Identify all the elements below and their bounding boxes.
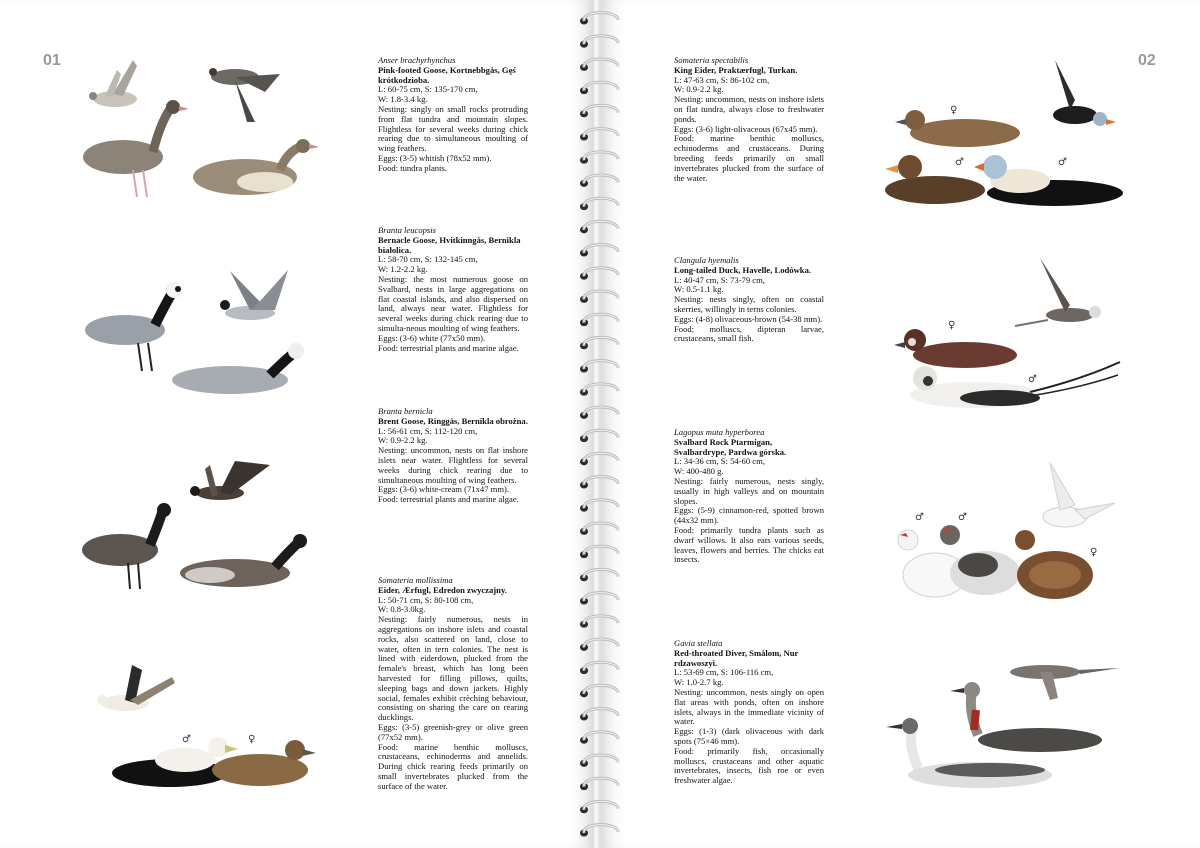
male-symbol: ♂ <box>958 512 967 523</box>
food: Food: primarily fish, occasionally molluscs, crustaceans and other aquatic invertebrates, insects, fish roe or even freshwater algae. <box>674 745 824 786</box>
latin-name: Clangula hyemalis <box>674 255 739 265</box>
king-eider-illustration <box>880 55 1130 215</box>
ptarmigan-female-figure <box>1015 530 1093 599</box>
latin-name: Anser brachyrhynchus <box>378 55 456 65</box>
king-eider-female-figure <box>895 110 1020 147</box>
food: Food: primarily tundra plants such as dwarf willows. It also eats various seeds, leaves, flowers and berries. The chicks eat insects. <box>674 524 824 565</box>
weight: W: 1.0-2.7 kg. <box>674 677 724 688</box>
eggs: Eggs: (5-9) cinnamon-red, spotted brown (44x32 mm). <box>674 505 824 526</box>
common-name: Pink-footed Goose, Kortnebbgås, Gęś krótkodzioba. <box>378 64 516 85</box>
common-name: Red-throated Diver, Smålom, Nur rdzawoszyi. <box>674 647 799 668</box>
length-span: L: 47-63 cm, S: 86-102 cm, <box>674 74 770 85</box>
common-name: King Eider, Praktærfugl, Turkan. <box>674 64 798 75</box>
long-tailed-duck-male-figure <box>910 362 1120 408</box>
length-span: L: 60-75 cm, S: 135-170 cm, <box>378 84 478 95</box>
brent-goose-illustration <box>80 455 325 595</box>
species-entry-brent-goose <box>378 407 528 505</box>
food: Food: molluscs, dipteran larvae, crustaceans, small fish. <box>674 323 824 344</box>
length-span: L: 40-47 cm, S: 73-79 cm, <box>674 274 765 285</box>
length-span: L: 34-36 cm, S: 54-60 cm, <box>674 456 765 467</box>
latin-name: Branta bernicla <box>378 406 433 416</box>
latin-name: Gavia stellata <box>674 638 723 648</box>
common-name: Brent Goose, Ringgås, Bernikla obrożna. <box>378 415 528 426</box>
male-symbol: ♂ <box>915 512 924 523</box>
female-symbol: ♀ <box>1090 547 1098 558</box>
eggs: Eggs: (3-6) light-olivaceous (67x45 mm). <box>674 123 818 134</box>
food: Food: marine benthic molluscs, crustaceans, echinoderms and annelids. During chick rearing feeds primarily on small invertebrates plucked from the surface of the water. <box>378 741 528 791</box>
red-throated-diver-illustration <box>880 650 1130 795</box>
rock-ptarmigan-illustration <box>880 455 1130 620</box>
flying-long-tailed-duck-figure <box>1015 258 1101 326</box>
flying-eider-figure <box>97 665 175 711</box>
flying-diver-figure <box>1010 665 1120 700</box>
female-symbol: ♀ <box>948 320 956 331</box>
barnacle-goose-illustration <box>80 265 325 400</box>
sitting-brent-goose-figure <box>180 534 307 587</box>
weight: W: 400-480 g. <box>674 466 724 477</box>
standing-goose-figure <box>83 100 189 197</box>
nesting: Nesting: nests singly, often on coastal skerries, willingly in terns colonies. <box>674 294 824 314</box>
common-name: Eider, Ærfugl, Edredon zwyczajny. <box>378 584 507 595</box>
long-tailed-duck-illustration <box>880 250 1130 420</box>
eggs: Eggs: (3-5) greenish-grey or olive green (77x52 mm). <box>378 721 528 742</box>
long-tailed-duck-female-figure <box>894 329 1017 368</box>
weight: W: 1.8-3.4 kg. <box>378 94 428 105</box>
male-symbol: ♂ <box>1028 374 1037 385</box>
food: Food: terrestrial plants and marine algae. <box>378 494 519 505</box>
species-entry-svalbard-rock-ptarmigan <box>674 428 824 565</box>
food: Food: marine benthic molluscs, echinoderms and crustaceans. During breeding feeds primarily on small invertebrates plucked from the surface of the water. <box>674 133 824 183</box>
common-eider-illustration <box>90 655 325 795</box>
flying-dark-goose-figure <box>209 68 280 122</box>
species-entry-eider <box>378 576 528 792</box>
common-name: Bernacle Goose, Hvitkinngås, Bernikla białolica. <box>378 234 521 255</box>
length-span: L: 53-69 cm, S: 106-116 cm, <box>674 667 774 678</box>
flying-brent-goose-figure <box>190 461 270 500</box>
species-entry-long-tailed-duck <box>674 256 824 344</box>
length-span: L: 58-70 cm, S: 132-145 cm, <box>378 254 478 265</box>
king-eider-female-swimming-figure <box>885 155 985 204</box>
latin-name: Somateria spectabilis <box>674 55 749 65</box>
sitting-goose-figure <box>193 139 319 195</box>
weight: W: 1.2-2.2 kg. <box>378 264 428 275</box>
eggs: Eggs: (3-6) white-cream (71x47 mm). <box>378 484 510 495</box>
weight: W: 0.5-1.1 kg. <box>674 284 724 295</box>
eggs: Eggs: (3-5) whitish (78x52 mm). <box>378 152 492 163</box>
nesting: Nesting: uncommon, nests singly on open flat areas with ponds, often on inshore islets, always in the immediate vicinity of water. <box>674 686 824 727</box>
female-symbol: ♀ <box>950 105 958 116</box>
nesting: Nesting: singly on small rocks protruding from flat tundra and mountain slopes. Flightless for several weeks during chick rearing due to simultaneous moulting of wing feathers. <box>378 103 528 154</box>
nesting: Nesting: the most numerous goose on Svalbard, nests in large aggregations on flat coastal islands, and also dispersed on land, always near water. Flightless for several weeks during chick rearing due to simulta-neous moulting of wing feathers. <box>378 273 528 333</box>
spiral-binding <box>560 0 640 848</box>
latin-name: Lagopus muta hyperborea <box>674 427 765 437</box>
eggs: Eggs: (3-6) white (77x50 mm). <box>378 332 486 343</box>
flying-ptarmigan-figure <box>1043 463 1115 527</box>
flying-goose-figure <box>89 60 137 107</box>
standing-barnacle-goose-figure <box>85 282 182 371</box>
eggs: Eggs: (4-8) olivaceous-brown (54-38 mm). <box>674 313 823 324</box>
nesting: Nesting: uncommon, nests on flat inshore islets near water. Flightless for several weeks during chick rearing due to simultaneous moulting of wing feathers. <box>378 445 528 485</box>
latin-name: Somateria mollissima <box>378 575 453 585</box>
length-span: L: 56-61 cm, S: 112-120 cm, <box>378 425 478 436</box>
nesting: Nesting: uncommon, nests on inshore islets on flat tundra, always close to freshwater ponds. <box>674 94 824 124</box>
nesting: Nesting: fairly numerous, nests in aggregations on inshore islets and coastal rocks, also scattered on land, close to water, often in tern colonies. The nest is lined with eiderdown, plucked from the female's breast, which has long been harvested for filling pillows, quilts, sleeping bags and down jackets. Highly social, females exhibit crèching behaviour, consisting on sharing the care on rearing ducklings. <box>378 614 528 723</box>
male-symbol: ♂ <box>182 734 191 745</box>
flying-king-eider-figure <box>1053 60 1116 126</box>
species-entry-king-eider <box>674 56 824 183</box>
species-entry-red-throated-diver <box>674 639 824 786</box>
common-name: Long-tailed Duck, Havelle, Lodówka. <box>674 264 812 275</box>
female-symbol: ♀ <box>248 734 256 745</box>
weight: W: 0.9-2.2 kg. <box>378 435 428 446</box>
food: Food: terrestrial plants and marine algae. <box>378 342 519 353</box>
common-name: Svalbard Rock Ptarmigan, Svalbardrype, Pardwa górska. <box>674 436 787 457</box>
king-eider-male-swimming-figure <box>974 155 1123 206</box>
eggs: Eggs: (1-3) (dark olivaceous with dark spots (75×46 mm). <box>674 726 824 746</box>
page-number-left: 01 <box>43 52 61 69</box>
weight: W: 0.8-3.0kg. <box>378 604 426 615</box>
flying-barnacle-goose-figure <box>220 270 288 320</box>
weight: W: 0.9-2.2 kg. <box>674 84 724 95</box>
sitting-barnacle-goose-figure <box>172 343 304 394</box>
male-symbol: ♂ <box>1058 157 1067 168</box>
food: Food: tundra plants. <box>378 162 447 173</box>
species-entry-barnacle-goose <box>378 226 528 353</box>
nesting: Nesting: fairly numerous, nests singly, usually in high valleys and on mountain slopes. <box>674 475 824 506</box>
standing-brent-goose-figure <box>82 503 171 589</box>
species-entry-pink-footed-goose <box>378 56 528 174</box>
length-span: L: 50-71 cm, S: 80-108 cm, <box>378 594 474 605</box>
pink-footed-goose-illustration <box>75 52 325 207</box>
male-symbol: ♂ <box>955 157 964 168</box>
diver-summer-figure <box>950 682 1102 752</box>
latin-name: Branta leucopsis <box>378 225 437 235</box>
page-number-right: 02 <box>1138 52 1156 69</box>
